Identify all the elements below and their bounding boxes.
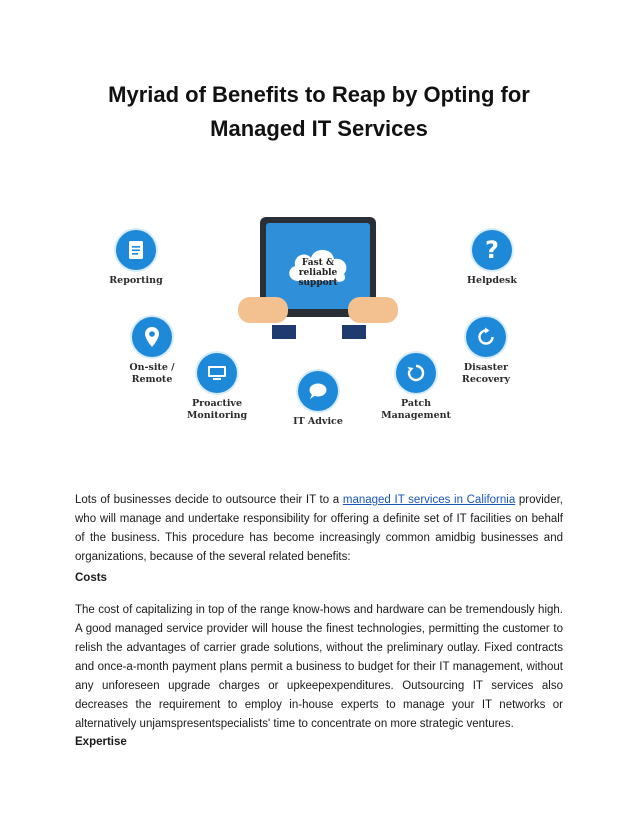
patch-label-line-2: Management	[381, 410, 451, 421]
costs-paragraph: The cost of capitalizing in top of the range know-hows and hardware can be tremendously high. A good managed service provider will house the finest technologies, permitting the customer to relish the advantages of carrier grade solutions, without the preliminary outlay. Fixed contracts and once-a-month payment plans permit a business to budget for their IT management, without any unforeseen upgrade charges or upkeepexpenditures. Outsourcing IT services also decreases the requirement to employ in-house experts to manage your IT networks or alternatively unjamspresentspecialists' time to concentrate on more strategic ventures.	[75, 604, 563, 730]
recovery-icon	[466, 317, 506, 357]
refresh-icon	[396, 353, 436, 393]
left-cuff	[272, 325, 296, 339]
patch-management-label	[380, 398, 452, 422]
onsite-label-line-1: On-site /	[129, 362, 175, 373]
question-mark-icon: ?	[472, 230, 512, 270]
reporting-item	[106, 230, 166, 287]
right-hand-illustration	[348, 297, 398, 323]
disaster-recovery-item	[456, 317, 516, 386]
intro-text-after-link: provider, who will manage and undertake responsibility for offering a definite set of IT facilities on behalf of the business. This procedure has become increasingly common amidbig businesses and organizations, because of the several related benefits:	[75, 494, 563, 563]
proactive-label-line-2: Monitoring	[186, 410, 248, 421]
support-text-line-1: Fast &	[301, 258, 335, 268]
intro-paragraph	[75, 491, 563, 567]
support-text-line-3: support	[298, 278, 338, 288]
proactive-monitoring-item	[184, 353, 250, 422]
laptop-screen	[266, 223, 370, 309]
section-heading-expertise: Expertise	[75, 736, 127, 748]
right-cuff	[342, 325, 366, 339]
helpdesk-label: Helpdesk	[467, 275, 517, 286]
title-line-2: Managed IT Services	[210, 116, 428, 141]
intro-text-before-link: Lots of businesses decide to outsource their IT to a	[75, 494, 343, 506]
proactive-label-line-1: Proactive	[192, 398, 242, 409]
location-pin-icon	[132, 317, 172, 357]
managed-it-services-link[interactable]: managed IT services in California	[342, 494, 516, 506]
disaster-label-line-1: Disaster	[463, 362, 509, 373]
reporting-label: Reporting	[109, 275, 163, 286]
it-advice-item	[288, 371, 348, 428]
disaster-recovery-label	[456, 362, 516, 386]
onsite-label-line-2: Remote	[131, 374, 173, 385]
services-illustration	[100, 205, 540, 450]
it-advice-label: IT Advice	[293, 416, 343, 427]
proactive-monitoring-label	[184, 398, 250, 422]
title-line-1: Myriad of Benefits to Reap by Opting for	[108, 82, 530, 107]
support-text	[284, 258, 352, 288]
patch-management-item	[380, 353, 452, 422]
page-title	[40, 78, 598, 146]
patch-label-line-1: Patch	[400, 398, 432, 409]
document-icon	[116, 230, 156, 270]
speech-bubble-icon	[298, 371, 338, 411]
disaster-label-line-2: Recovery	[461, 374, 511, 385]
monitor-icon	[197, 353, 237, 393]
onsite-remote-item	[122, 317, 182, 386]
support-text-line-2: reliable	[298, 268, 338, 278]
section-heading-costs: Costs	[75, 572, 107, 584]
left-hand-illustration	[238, 297, 288, 323]
helpdesk-item	[462, 230, 522, 287]
onsite-remote-label	[122, 362, 182, 386]
